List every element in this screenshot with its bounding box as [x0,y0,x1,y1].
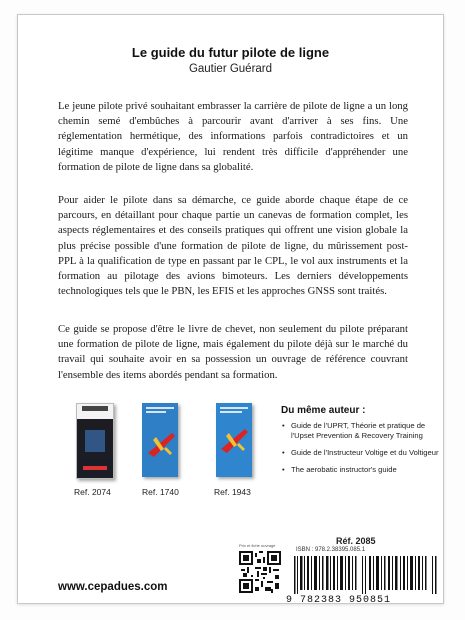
same-author-heading: Du même auteur : [281,405,366,416]
book-title: Le guide du futur pilote de ligne [131,45,330,60]
description-paragraph-1: Le jeune pilote privé souhaitant embrasser la carrière de pilote de ligne a un long chemin semé d'embûches à parcourir avant d'arriver à ses fins. Une réglementation hermétique, des informations parfois contradictoires et un légitime manque d'expérience, lui rendent très difficile d'appréhender une formation de pilote de ligne dans sa globalité. [58,100,408,173]
same-author-item: • The aerobatic instructor's guide [281,465,441,475]
same-author-item: • Guide de l'UPRT, Théorie et pratique de l'Upset Prevention & Recovery Training [281,421,441,441]
book-author: Gautier Guérard [188,63,273,75]
back-cover [17,14,444,604]
qr-code[interactable] [239,551,281,593]
related-book-cover-1[interactable] [76,403,114,479]
book-ref-code: Réf. 2085 [336,536,376,546]
isbn: ISBN : 978.2.38395.085.1 [296,547,366,553]
aerobatic-plane-art [216,403,252,477]
description-paragraph-3: Ce guide se propose d'être le livre de chevet, non seulement du pilote préparant une formation de pilote de ligne, mais également du pilote déjà sur le marché du travail qui souhaite avoir en sa possession un ouvrage de référence couvrant l'ensemble des items abordés pendant sa formation. [58,323,408,381]
related-book-cover-3[interactable] [216,403,252,477]
description-paragraph-2: Pour aider le pilote dans sa démarche, ce guide aborde chaque étape de ce parcours, en détaillant pour chaque partie un canevas de formation complet, les aspects réglementaires et des conseils pratiques qui offrent une vision globale la plus précise possible d'une formation de pilote de ligne, du mûrissement post-PPL à la qualification de type en passant par le CPL, le vol aux instruments et la formation au pilotage des avions bimoteurs. Les derniers développements technologiques tels que le PBN, les EFIS et les approches GNSS sont traités. [58,194,408,298]
qr-label: Prix et fiche ouvrage [239,543,276,548]
related-book-ref-1: Ref. 2074 [74,487,111,497]
related-book-ref-3: Ref. 1943 [214,487,251,497]
related-book-ref-2: Ref. 1740 [142,487,179,497]
barcode [292,556,440,594]
barcode-digits: 9 782383 950851 [286,595,392,606]
aerobatic-plane-art [142,403,178,477]
publisher-website-link[interactable]: www.cepadues.com [58,581,168,593]
same-author-item: • Guide de l'Instructeur Voltige et du Voltigeur [281,448,441,458]
related-book-cover-2[interactable] [142,403,178,477]
same-author-list [281,421,441,482]
uprt-book-art [77,404,113,478]
